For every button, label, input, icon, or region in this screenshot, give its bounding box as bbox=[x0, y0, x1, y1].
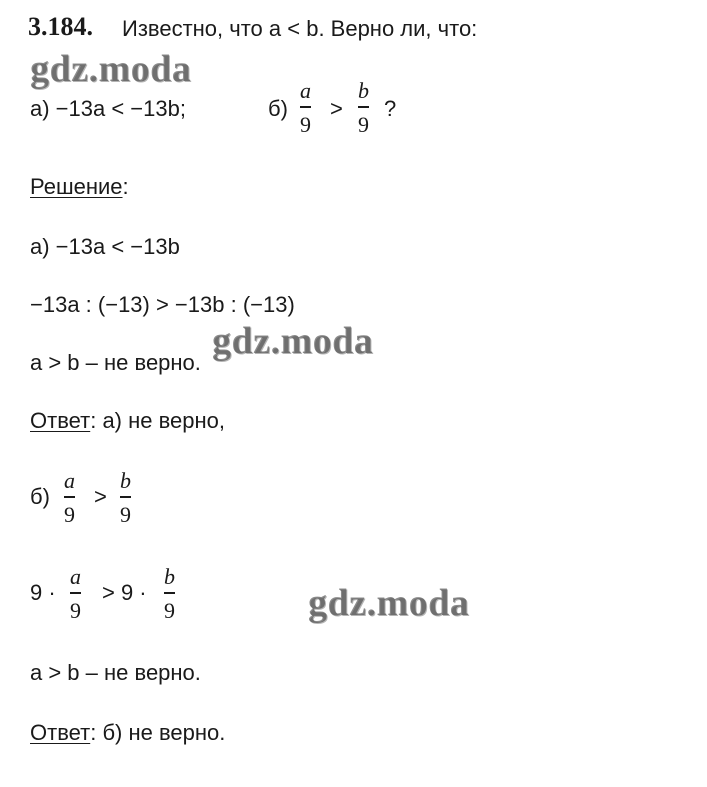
answer-a-text: : а) не верно, bbox=[90, 408, 226, 433]
fraction-denominator: 9 bbox=[120, 501, 131, 527]
problem-statement: Известно, что a < b. Верно ли, что: bbox=[122, 16, 478, 41]
solution-b-fraction-b-over-9 bbox=[120, 470, 131, 526]
solution-heading-colon: : bbox=[122, 174, 129, 199]
fraction-denominator: 9 bbox=[70, 597, 81, 623]
fraction-numerator: a bbox=[300, 78, 311, 103]
answer-a bbox=[30, 410, 225, 432]
solution-heading bbox=[30, 176, 129, 198]
solution-b-mult-left: 9 · bbox=[30, 580, 56, 605]
answer-b-label: Ответ bbox=[30, 720, 91, 745]
fraction-denominator: 9 bbox=[164, 597, 175, 623]
problem-fraction-a-over-9 bbox=[300, 80, 311, 136]
problem-part-b-sign: > bbox=[330, 96, 343, 121]
problem-fraction-b-over-9 bbox=[358, 80, 369, 136]
solution-a-line2: −13a : (−13) > −13b : (−13) bbox=[30, 292, 295, 317]
fraction-numerator: a bbox=[64, 468, 75, 493]
problem-part-b-end: ? bbox=[384, 96, 397, 121]
solution-b-label: б) bbox=[30, 484, 50, 509]
answer-b bbox=[30, 722, 225, 744]
solution-a-line1: а) −13a < −13b bbox=[30, 234, 180, 259]
solution-a-line3: a > b – не верно. bbox=[30, 350, 201, 375]
solution-b-mult-mid: > 9 · bbox=[102, 580, 147, 605]
fraction-denominator: 9 bbox=[300, 111, 311, 137]
fraction-denominator: 9 bbox=[64, 501, 75, 527]
fraction-bar bbox=[300, 106, 311, 108]
fraction-bar bbox=[64, 496, 75, 498]
solution-b-fraction-a-over-9 bbox=[64, 470, 75, 526]
solution-b-mult-fraction-a-over-9 bbox=[70, 566, 81, 622]
watermark-bottom: gdz.moda bbox=[308, 582, 470, 624]
fraction-bar bbox=[358, 106, 369, 108]
solution-b-mult-fraction-b-over-9 bbox=[164, 566, 175, 622]
fraction-bar bbox=[120, 496, 131, 498]
answer-a-label: Ответ bbox=[30, 408, 91, 433]
solution-b-sign: > bbox=[94, 484, 107, 509]
solution-heading-label: Решение bbox=[30, 174, 123, 199]
problem-part-a: а) −13a < −13b; bbox=[30, 96, 186, 121]
fraction-bar bbox=[164, 592, 175, 594]
solution-b-line3: a > b – не верно. bbox=[30, 660, 201, 685]
watermark-middle: gdz.moda bbox=[212, 320, 374, 362]
problem-part-b-label: б) bbox=[268, 96, 288, 121]
fraction-numerator: b bbox=[164, 564, 175, 589]
fraction-numerator: b bbox=[358, 78, 369, 103]
fraction-denominator: 9 bbox=[358, 111, 369, 137]
fraction-numerator: b bbox=[120, 468, 131, 493]
problem-number: 3.184. bbox=[28, 12, 93, 41]
watermark-top: gdz.moda bbox=[30, 48, 192, 90]
fraction-numerator: a bbox=[70, 564, 81, 589]
fraction-bar bbox=[70, 592, 81, 594]
answer-b-text: : б) не верно. bbox=[90, 720, 226, 745]
